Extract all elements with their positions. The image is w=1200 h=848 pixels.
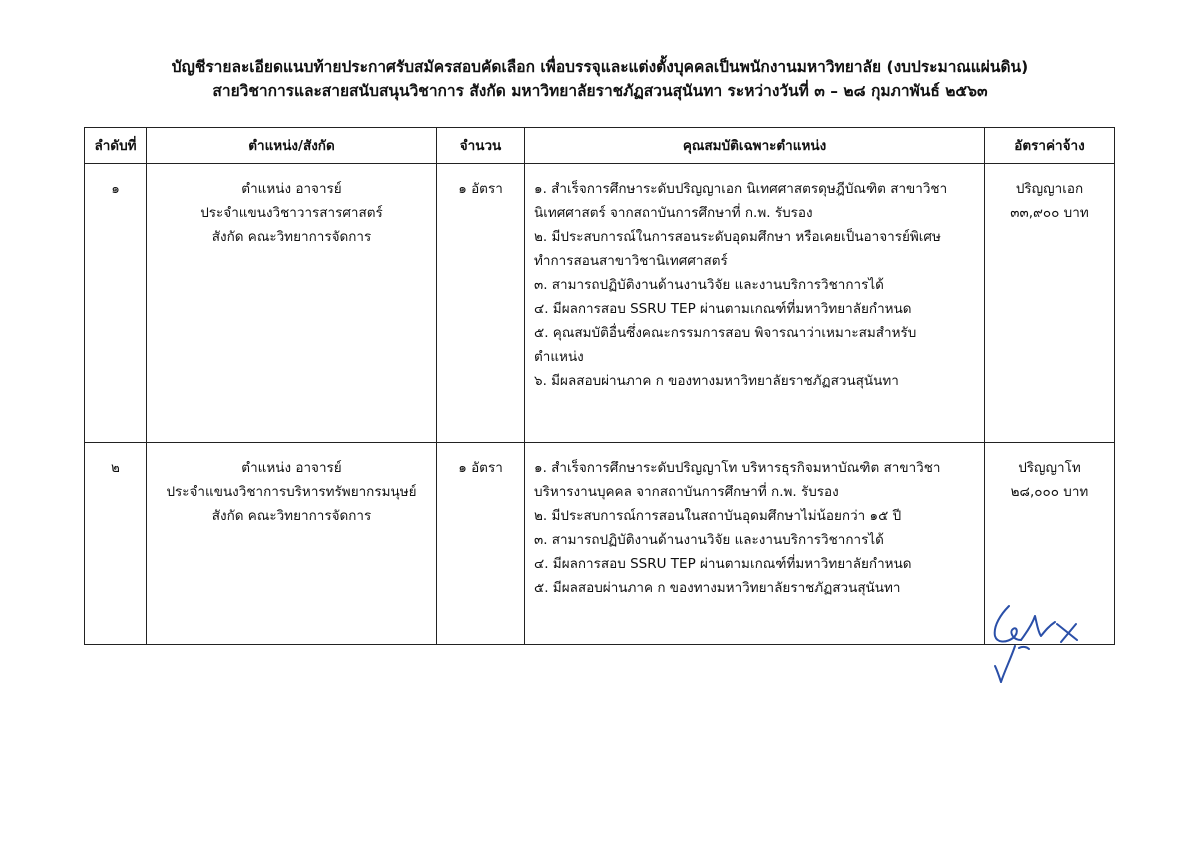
qualification-line: ๔. มีผลการสอบ SSRU TEP ผ่านตามเกณฑ์ที่มหาวิทยาลัยกำหนด xyxy=(534,301,912,317)
qualification-line: ทำการสอนสาขาวิชานิเทศศาสตร์ xyxy=(534,253,728,269)
table-header-row xyxy=(85,128,1115,164)
qualification-line: ๑. สำเร็จการศึกษาระดับปริญญาเอก นิเทศศาสตรดุษฎีบัณฑิต สาขาวิชา xyxy=(534,181,948,197)
position-faculty: สังกัด คณะวิทยาการจัดการ xyxy=(211,229,372,245)
handwritten-signature xyxy=(975,596,1087,688)
qualification-line: ๖. มีผลสอบผ่านภาค ก ของทางมหาวิทยาลัยราชภัฏสวนสุนันทา xyxy=(534,373,899,389)
salary-degree: ปริญญาโท xyxy=(1018,460,1081,476)
salary-amount: ๒๘,๐๐๐ บาท xyxy=(1010,484,1089,500)
count-cell: ๑ อัตรา xyxy=(437,164,525,443)
column-header-qualifications: คุณสมบัติเฉพาะตำแหน่ง xyxy=(525,128,985,164)
qualification-line: ๒. มีประสบการณ์การสอนในสถาบันอุดมศึกษาไม่น้อยกว่า ๑๕ ปี xyxy=(534,508,902,524)
table-row xyxy=(85,443,1115,645)
qualification-line: ๑. สำเร็จการศึกษาระดับปริญญาโท บริหารธุรกิจมหาบัณฑิต สาขาวิชา xyxy=(534,460,941,476)
table-row xyxy=(85,164,1115,443)
row-number: ๑ xyxy=(85,164,147,443)
qualification-line: ๔. มีผลการสอบ SSRU TEP ผ่านตามเกณฑ์ที่มหาวิทยาลัยกำหนด xyxy=(534,556,912,572)
column-header-position: ตำแหน่ง/สังกัด xyxy=(147,128,437,164)
qualification-line: ๓. สามารถปฏิบัติงานด้านงานวิจัย และงานบริการวิชาการได้ xyxy=(534,532,884,548)
document-subtitle: สายวิชาการและสายสนับสนุนวิชาการ สังกัด มหาวิทยาลัยราชภัฏสวนสุนันทา ระหว่างวันที่ ๓ – ๒๘ กุมภาพันธ์ ๒๕๖๓ xyxy=(212,82,988,100)
position-cell xyxy=(147,443,437,645)
qualification-line: ๕. คุณสมบัติอื่นซึ่งคณะกรรมการสอบ พิจารณาว่าเหมาะสมสำหรับ xyxy=(534,325,917,341)
qualification-line: ตำแหน่ง xyxy=(534,349,584,365)
position-faculty: สังกัด คณะวิทยาการจัดการ xyxy=(211,508,372,524)
position-field: ประจำแขนงวิชาการบริหารทรัพยากรมนุษย์ xyxy=(166,484,417,500)
position-cell xyxy=(147,164,437,443)
position-field: ประจำแขนงวิชาวารสารศาสตร์ xyxy=(200,205,383,221)
position-title: ตำแหน่ง อาจารย์ xyxy=(241,460,342,476)
signature-strokes xyxy=(995,606,1077,682)
count-cell: ๑ อัตรา xyxy=(437,443,525,645)
qualifications-cell xyxy=(525,443,985,645)
column-header-salary: อัตราค่าจ้าง xyxy=(985,128,1115,164)
qualification-line: ๓. สามารถปฏิบัติงานด้านงานวิจัย และงานบริการวิชาการได้ xyxy=(534,277,884,293)
position-title: ตำแหน่ง อาจารย์ xyxy=(241,181,342,197)
qualification-line: บริหารงานบุคคล จากสถาบันการศึกษาที่ ก.พ. รับรอง xyxy=(534,484,839,500)
salary-degree: ปริญญาเอก xyxy=(1015,181,1084,197)
salary-amount: ๓๓,๙๐๐ บาท xyxy=(1010,205,1089,221)
qualifications-cell xyxy=(525,164,985,443)
column-header-count: จำนวน xyxy=(437,128,525,164)
document-title: บัญชีรายละเอียดแนบท้ายประกาศรับสมัครสอบคัดเลือก เพื่อบรรจุและแต่งตั้งบุคคลเป็นพนักงานมหาวิทยาลัย (งบประมาณแผ่นดิน) xyxy=(171,58,1029,76)
qualification-line: นิเทศศาสตร์ จากสถาบันการศึกษาที่ ก.พ. รับรอง xyxy=(534,205,813,221)
positions-table xyxy=(84,127,1115,645)
qualification-line: ๕. มีผลสอบผ่านภาค ก ของทางมหาวิทยาลัยราชภัฏสวนสุนันทา xyxy=(534,580,901,596)
column-header-no: ลำดับที่ xyxy=(85,128,147,164)
salary-cell xyxy=(985,164,1115,443)
row-number: ๒ xyxy=(85,443,147,645)
qualification-line: ๒. มีประสบการณ์ในการสอนระดับอุดมศึกษา หรือเคยเป็นอาจารย์พิเศษ xyxy=(534,229,941,245)
